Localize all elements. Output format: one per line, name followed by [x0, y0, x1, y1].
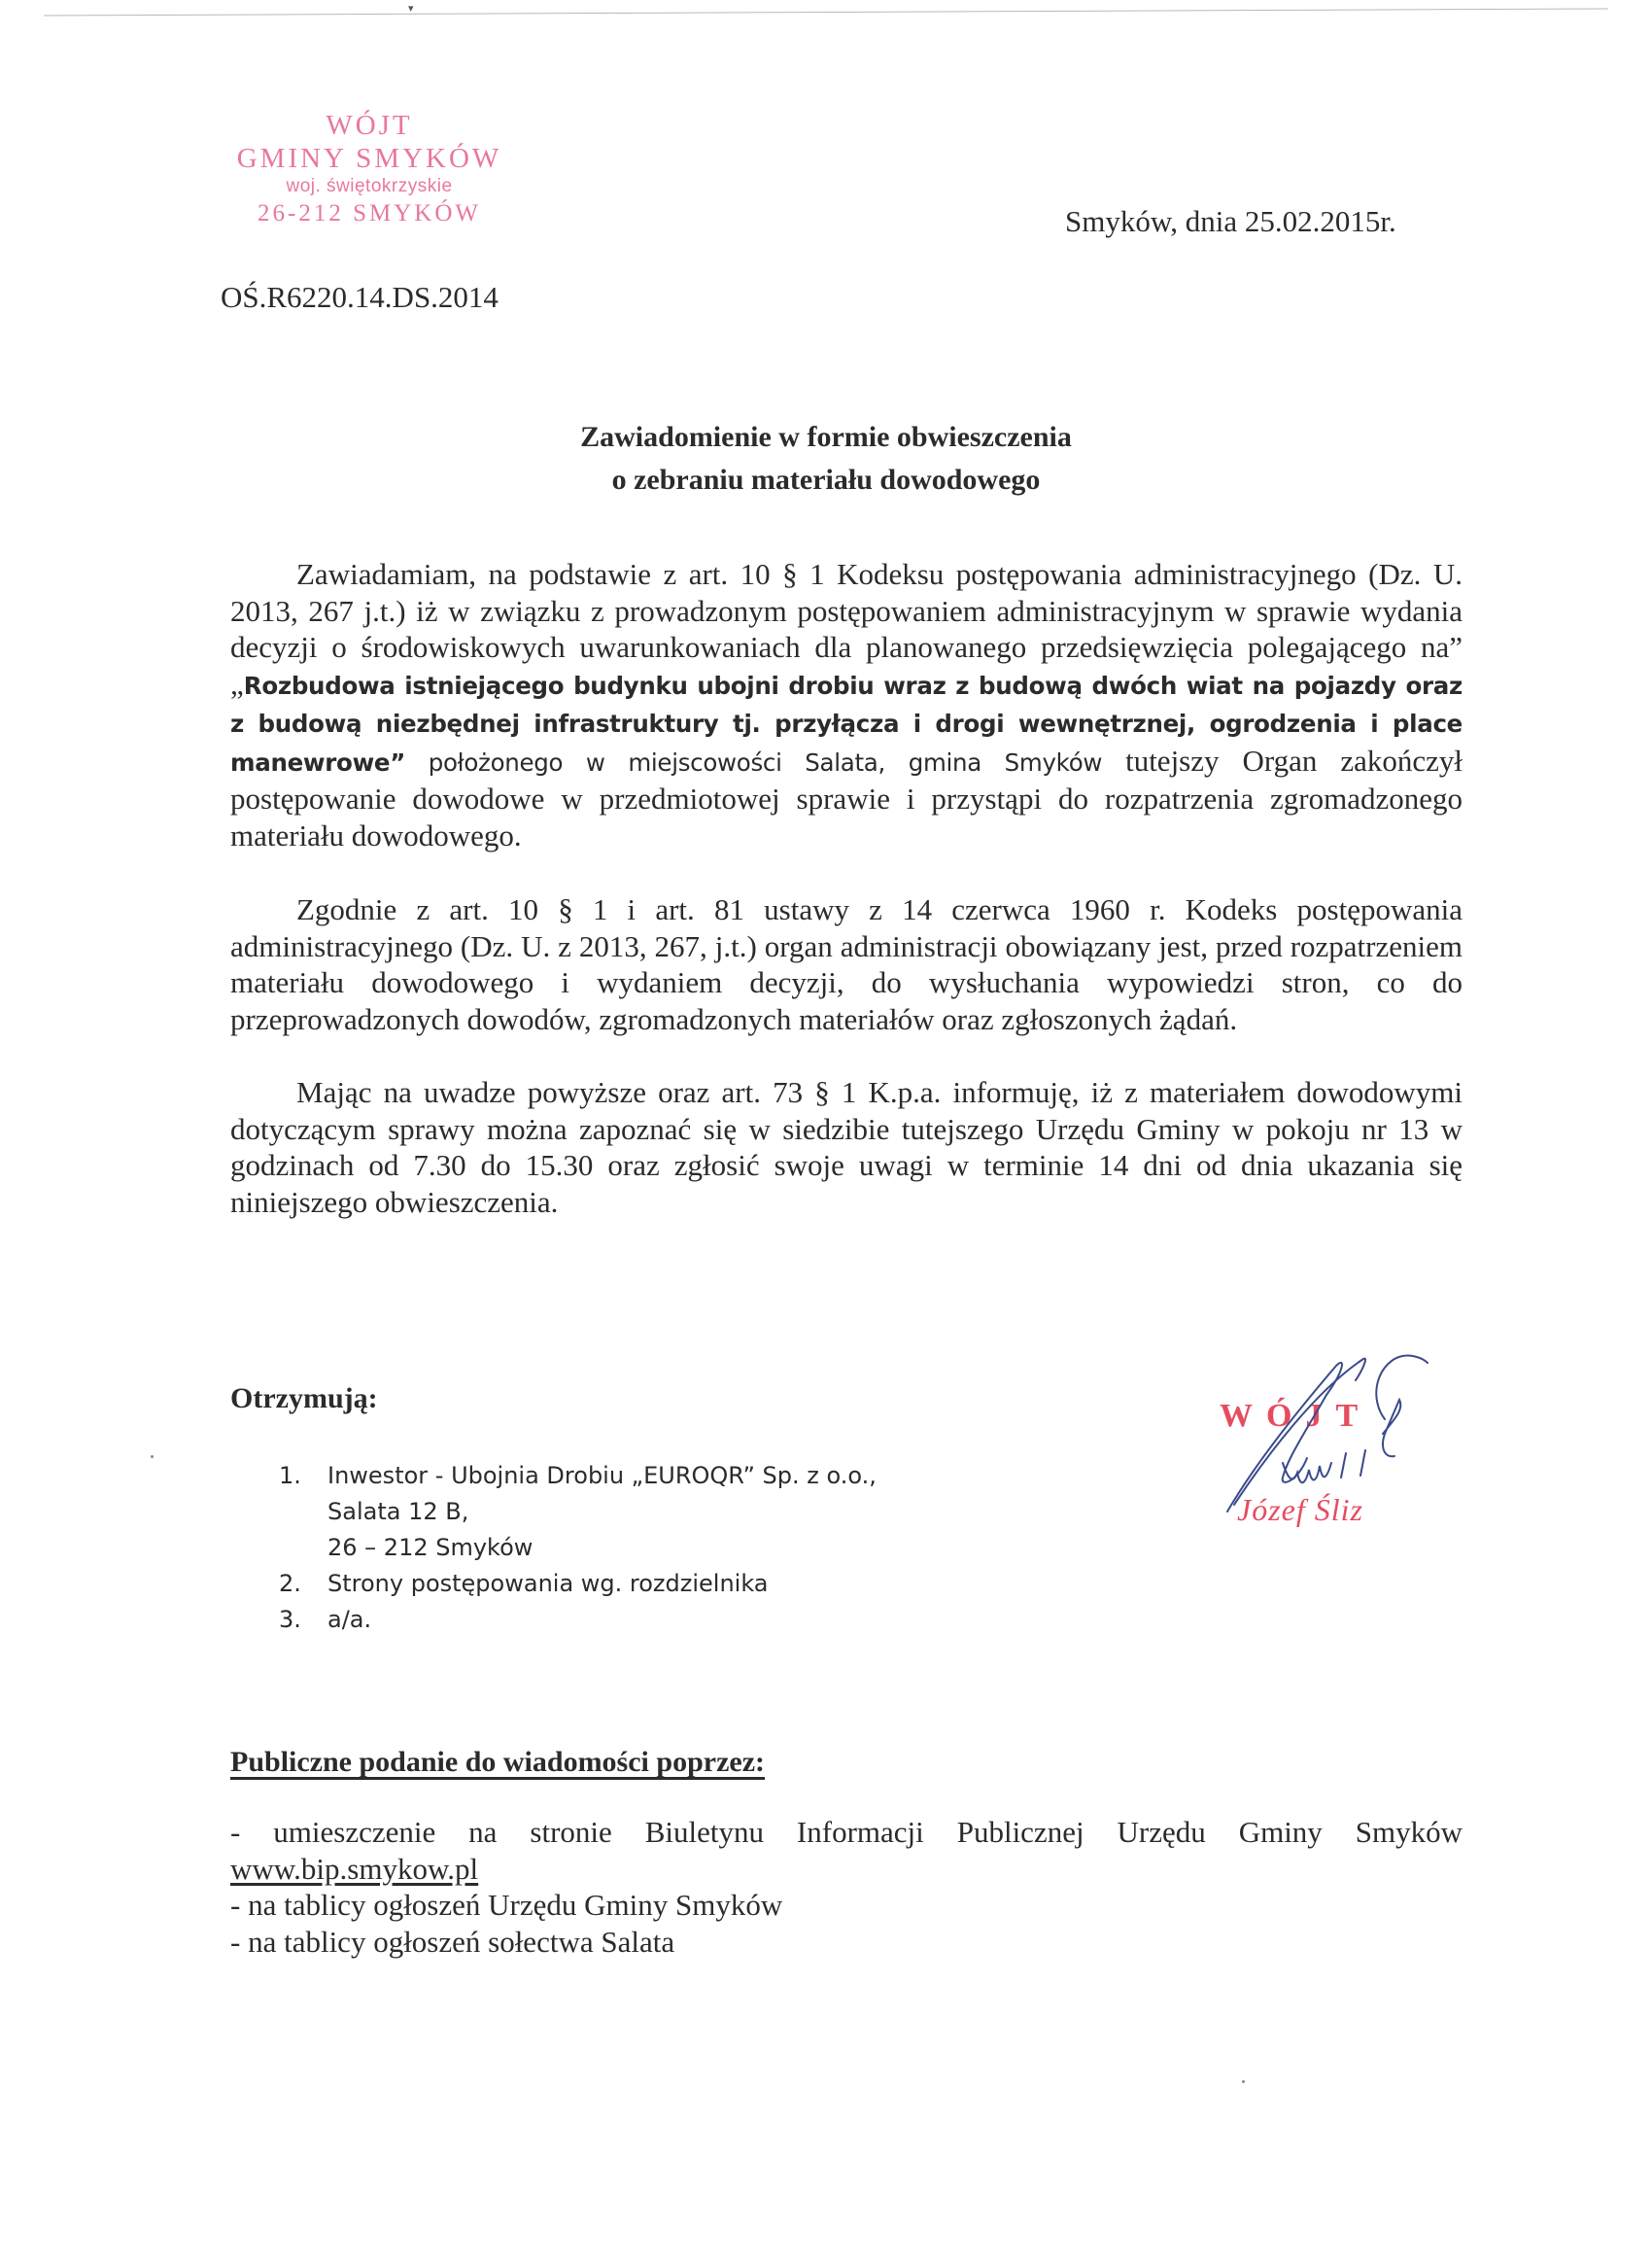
- official-stamp: [199, 109, 539, 229]
- title-line-1: Zawiadomienie w formie obwieszczenia: [580, 421, 1072, 453]
- paragraph-1-intro: Zawiadamiam, na podstawie z art. 10 § 1 Kodeksu postępowania administracyjnego (Dz. U. 2013, 267 j.t.) iż w związku z prowadzonym postępowaniem administracyjnym w sprawie wydania decyzji o środowiskowych uwarunkowaniach dla planowanego przedsięwzięcia polegającego na” „: [230, 557, 1463, 701]
- reference-number: OŚ.R6220.14.DS.2014: [221, 280, 499, 314]
- project-location: położonego w miejscowości Salata, gmina Smyków: [405, 748, 1103, 777]
- stamp-line-voivodeship: woj. świętokrzyskie: [286, 176, 453, 196]
- recipient-item: [279, 1602, 877, 1638]
- handwritten-signature-icon: [1190, 1341, 1443, 1546]
- recipient-number: 2.: [279, 1570, 301, 1597]
- scan-speck: [151, 1455, 154, 1458]
- signature-stamp-name: Józef Śliz: [1237, 1492, 1363, 1527]
- publication-list: [230, 1814, 1463, 1960]
- stamp-line-postal: 26-212 SMYKÓW: [258, 200, 481, 226]
- publication-item: - na tablicy ogłoszeń Urzędu Gminy Smyków: [230, 1888, 783, 1922]
- recipients-heading: Otrzymują:: [230, 1382, 378, 1414]
- scan-mark: ▾: [408, 3, 414, 15]
- recipients-list: [279, 1458, 877, 1638]
- project-name: Rozbudowa istniejącego budynku ubojni drobiu wraz z budową dwóch wiat na pojazdy oraz z budową niezbędnej infrastruktury tj. przyłącza i drogi wewnętrznej, ogrodzenia i place manewrowe”: [230, 671, 1463, 777]
- recipient-line: Strony postępowania wg. rozdzielnika: [327, 1570, 769, 1597]
- body-paragraph-3: [230, 1074, 1463, 1220]
- recipient-number: 1.: [279, 1462, 301, 1489]
- signature-block: [1190, 1341, 1443, 1546]
- recipient-line: 26 – 212 Smyków: [327, 1534, 533, 1561]
- place-and-date: Smyków, dnia 25.02.2015r.: [1065, 204, 1396, 238]
- recipient-line: a/a.: [327, 1606, 372, 1633]
- recipient-item: [279, 1458, 877, 1566]
- scan-speck: [1242, 2080, 1245, 2083]
- scan-top-edge-line: [44, 8, 1608, 16]
- paragraph-1-conclusion: tutejszy Organ zakończył postępowanie dowodowe w przedmiotowej sprawie i przystąpi do rozpatrzenia zgromadzonego materiału dowodowego.: [230, 743, 1463, 852]
- signature-stamp-title: WÓJT: [1220, 1398, 1372, 1434]
- stamp-line-title: WÓJT: [326, 110, 413, 141]
- paragraph-3-text: Mając na uwadze powyższe oraz art. 73 § 1 K.p.a. informuję, iż z materiałem dowodowymi dotyczącym sprawy można zapoznać się w siedzibie tutejszego Urzędu Gminy w pokoju nr 13 w godzinach od 7.30 do 15.30 oraz zgłosić swoje uwagi w terminie 14 dni od dnia ukazania się niniejszego obwieszczenia.: [230, 1075, 1463, 1219]
- recipient-line: Inwestor - Ubojnia Drobiu „EUROQR” Sp. z o.o.,: [327, 1462, 877, 1489]
- stamp-line-municipality: GMINY SMYKÓW: [236, 143, 502, 174]
- publication-item: - umieszczenie na stronie Biuletynu Informacji Publicznej Urzędu Gminy Smyków: [230, 1815, 1463, 1849]
- recipient-line: Salata 12 B,: [327, 1498, 469, 1525]
- body-paragraph-2: [230, 891, 1463, 1037]
- publication-item: - na tablicy ogłoszeń sołectwa Salata: [230, 1924, 675, 1959]
- paragraph-2-text: Zgodnie z art. 10 § 1 i art. 81 ustawy z 14 czerwca 1960 r. Kodeks postępowania administracyjnego (Dz. U. z 2013, 267, j.t.) organ administracji obowiązany jest, przed rozpatrzeniem materiału dowodowego i wydaniem decyzji, do wysłuchania wypowiedzi stron, co do przeprowadzonych dowodów, zgromadzonych materiałów oraz zgłoszonych żądań.: [230, 892, 1463, 1036]
- recipient-item: [279, 1566, 877, 1602]
- recipient-number: 3.: [279, 1606, 301, 1633]
- body-paragraph-1: [230, 556, 1463, 853]
- publication-heading: Publiczne podanie do wiadomości poprzez:: [230, 1746, 766, 1778]
- document-title: [0, 416, 1652, 502]
- bip-website-link[interactable]: www.bip.smykow.pl: [230, 1851, 479, 1886]
- title-line-2: o zebraniu materiału dowodowego: [611, 464, 1041, 496]
